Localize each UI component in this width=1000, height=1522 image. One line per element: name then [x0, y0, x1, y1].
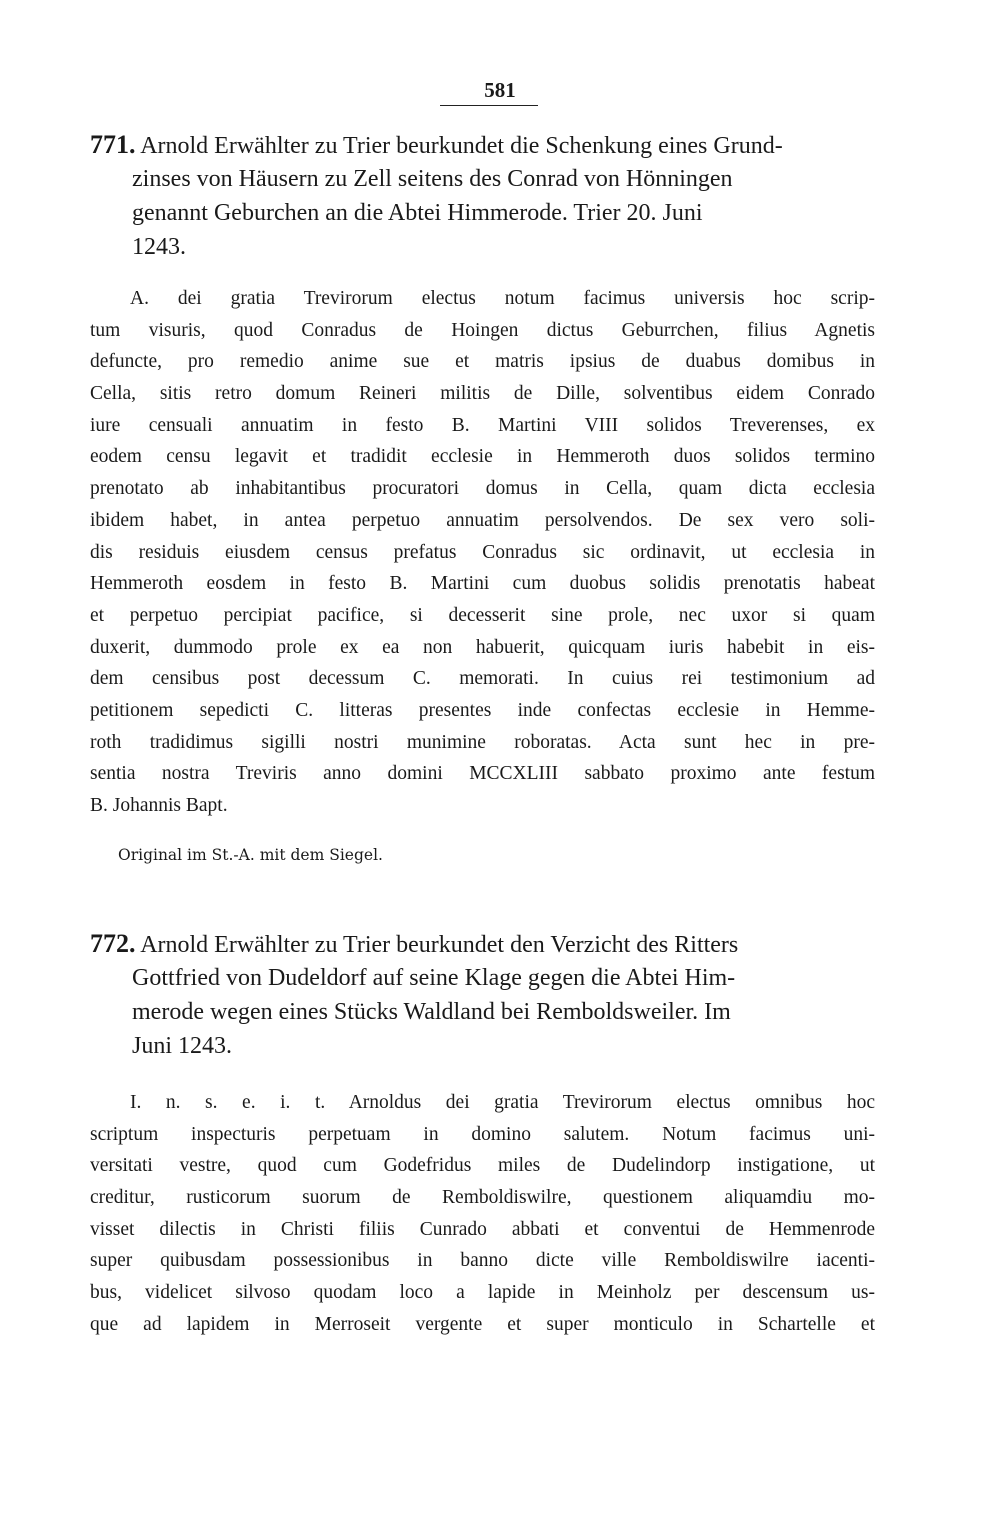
doc772-heading-line: Gottfried von Dudeldorf auf seine Klage gegen die Abtei Him-: [132, 965, 736, 991]
doc771-heading-line: zinses von Häusern zu Zell seitens des Conrad von Hönningen: [132, 166, 733, 192]
doc771-text-line: prenotato ab inhabitantibus procuratori domus in Cella, quam dicta ecclesia: [90, 478, 875, 500]
doc771-text-line: ibidem habet, in antea perpetuo annuatim persolvendos. De sex vero soli-: [90, 509, 875, 531]
doc771-text-line: iure censuali annuatim in festo B. Martini VIII solidos Treverenses, ex: [90, 414, 875, 436]
doc771-text-line: dis residuis eiusdem census prefatus Conradus sic ordinavit, ut ecclesia in: [90, 541, 875, 563]
doc772-heading-line: Juni 1243.: [132, 1033, 233, 1059]
doc772-text: [90, 1087, 875, 1341]
doc772-heading: [90, 927, 880, 1063]
doc772-text-line: bus, videlicet silvoso quodam loco a lapide in Meinholz per descensum us-: [90, 1282, 875, 1304]
doc771-text-line: petitionem sepedicti C. litteras presentes inde confectas ecclesie in Hemme-: [90, 699, 875, 721]
doc771-heading: [90, 128, 880, 264]
doc772-number: 772.: [90, 929, 136, 958]
page-number: 581: [484, 78, 516, 102]
page-number-rule: [440, 105, 538, 106]
doc771-text-line: et perpetuo percipiat pacifice, si decesserit sine prole, nec uxor si quam: [90, 604, 875, 626]
doc771-heading-line: Arnold Erwählter zu Trier beurkundet die Schenkung eines Grund-: [140, 133, 783, 159]
doc771-text-line: dem censibus post decessum C. memorati. In cuius rei testimonium ad: [90, 668, 875, 690]
doc772-text-line: I. n. s. e. i. t. Arnoldus dei gratia Trevirorum electus omnibus hoc: [130, 1092, 875, 1113]
doc772-heading-line: Arnold Erwählter zu Trier beurkundet den Verzicht des Ritters: [140, 932, 739, 958]
doc771-text-line: defuncte, pro remedio anime sue et matris ipsius de duabus domibus in: [90, 351, 875, 373]
doc772-text-line: que ad lapidem in Merroseit vergente et super monticulo in Schartelle et: [90, 1313, 875, 1335]
doc772-heading-line: merode wegen eines Stücks Waldland bei Remboldsweiler. Im: [132, 999, 731, 1025]
doc771-text-line: Cella, sitis retro domum Reineri militis de Dille, solventibus eidem Conrado: [90, 383, 875, 405]
doc771-text-line: duxerit, dummodo prole ex ea non habuerit, quicquam iuris habebit in eis-: [90, 636, 875, 658]
doc771-number: 771.: [90, 130, 136, 159]
doc772-text-line: creditur, rusticorum suorum de Remboldiswilre, questionem aliquamdiu mo-: [90, 1187, 875, 1209]
doc771-text-line: B. Johannis Bapt.: [90, 795, 228, 816]
doc771-source-note: Original im St.-A. mit dem Siegel.: [118, 846, 383, 864]
doc771-heading-line: genannt Geburchen an die Abtei Himmerode. Trier 20. Juni: [132, 200, 703, 226]
doc772-text-line: versitati vestre, quod cum Godefridus miles de Dudelindorp instigatione, ut: [90, 1155, 875, 1177]
doc772-text-line: scriptum inspecturis perpetuam in domino salutem. Notum facimus uni-: [90, 1123, 875, 1145]
doc771-text: [90, 283, 875, 822]
doc771-text-line: roth tradidimus sigilli nostri munimine roboratas. Acta sunt hec in pre-: [90, 731, 875, 753]
doc771-text-line: A. dei gratia Trevirorum electus notum facimus universis hoc scrip-: [130, 288, 875, 309]
doc772-text-line: visset dilectis in Christi filiis Cunrado abbati et conventui de Hemmenrode: [90, 1218, 875, 1240]
doc772-text-line: super quibusdam possessionibus in banno dicte ville Remboldiswilre iacenti-: [90, 1250, 875, 1272]
doc771-heading-line: 1243.: [132, 234, 186, 260]
doc771-text-line: eodem censu legavit et tradidit ecclesie in Hemmeroth duos solidos termino: [90, 446, 875, 468]
doc771-text-line: sentia nostra Treviris anno domini MCCXLIII sabbato proximo ante festum: [90, 763, 875, 785]
doc771-text-line: Hemmeroth eosdem in festo B. Martini cum duobus solidis prenotatis habeat: [90, 573, 875, 595]
doc771-text-line: tum visuris, quod Conradus de Hoingen dictus Geburrchen, filius Agnetis: [90, 319, 875, 341]
